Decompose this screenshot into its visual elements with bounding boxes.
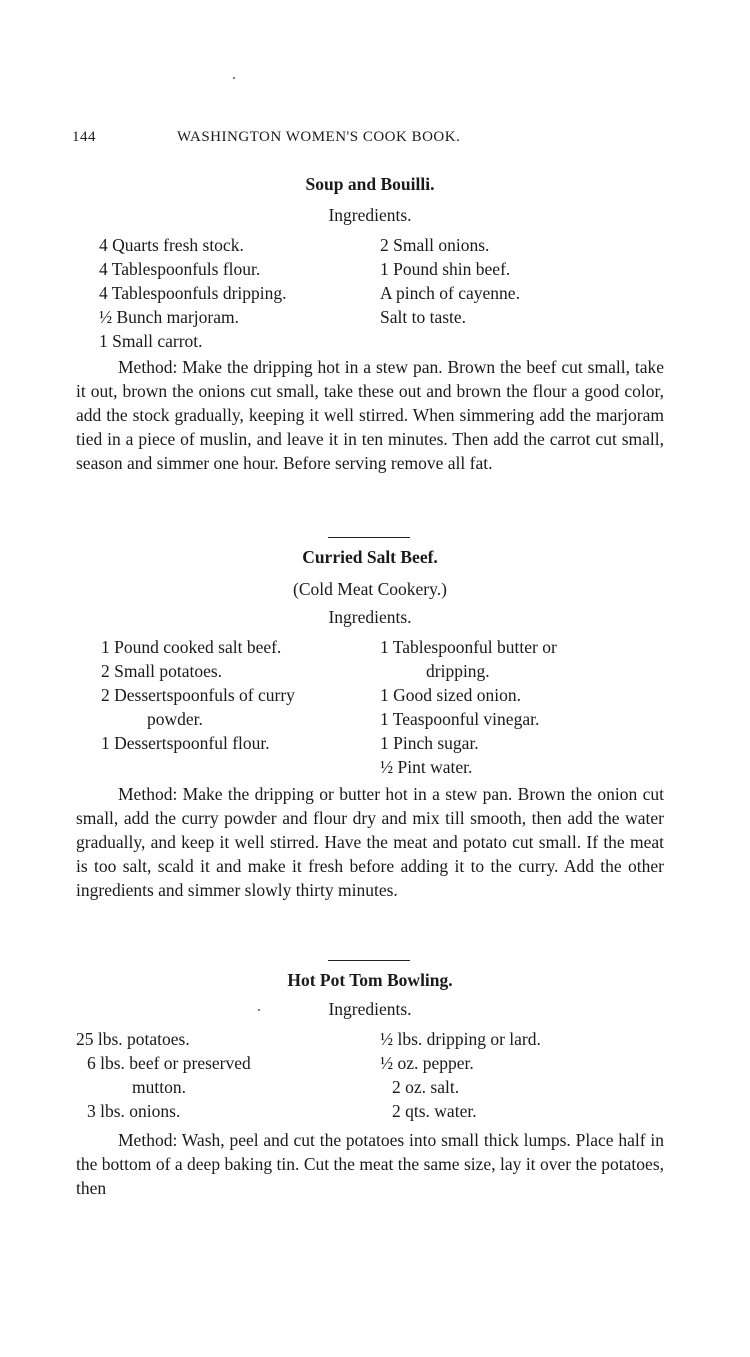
ingredient: 1 Dessertspoonful flour. <box>101 733 270 753</box>
ingredient: 1 Teaspoonful vinegar. <box>380 709 540 729</box>
ingredient: 4 Quarts fresh stock. <box>99 235 244 255</box>
ingredient: 2 qts. water. <box>392 1101 477 1121</box>
method-text: Method: Make the dripping or butter hot in a stew pan. Brown the onion cut small, add the curry powder and flour dry and mix till smooth, then add the water gradually, and keep it well stirred. Have the meat and potato cut small. If the meat is too salt, scald it and make it fresh before adding it to the curry. Add the other ingredients and simmer slowly thirty minutes. <box>76 784 664 900</box>
ingredient: 1 Pinch sugar. <box>380 733 479 753</box>
ingredient: 4 Tablespoonfuls flour. <box>99 259 261 279</box>
ingredient: 2 Dessertspoonfuls of curry <box>101 685 295 705</box>
ingredients-label: Ingredients. <box>328 205 412 225</box>
ingredient-continuation: mutton. <box>132 1077 186 1097</box>
ingredients-left <box>99 233 287 353</box>
running-title: WASHINGTON WOMEN'S COOK BOOK. <box>177 129 461 145</box>
recipe-subtitle: (Cold Meat Cookery.) <box>293 579 447 599</box>
ingredient: 2 Small potatoes. <box>101 661 223 681</box>
ingredient-continuation: powder. <box>147 709 203 729</box>
ingredients-label: Ingredients. <box>328 607 412 627</box>
speck <box>233 77 235 79</box>
page-number: 144 <box>72 129 96 145</box>
ingredient: 6 lbs. beef or preserved <box>87 1053 251 1073</box>
method-paragraph <box>76 1128 664 1200</box>
section-divider <box>328 960 410 961</box>
recipe-title: Curried Salt Beef. <box>302 547 438 567</box>
ingredients-label: Ingredients. <box>328 999 412 1019</box>
ingredient: 1 Pound shin beef. <box>380 259 511 279</box>
recipe-title: Soup and Bouilli. <box>305 174 435 194</box>
ingredient: 1 Small carrot. <box>99 331 203 351</box>
ingredient: 2 Small onions. <box>380 235 490 255</box>
method-text: Method: Wash, peel and cut the potatoes into small thick lumps. Place half in the bottom of a deep baking tin. Cut the meat the same size, lay it over the potatoes, then <box>76 1130 664 1198</box>
ingredient: 1 Tablespoonful butter or <box>380 637 557 657</box>
recipe-title: Hot Pot Tom Bowling. <box>287 970 453 990</box>
ingredient: 1 Good sized onion. <box>380 685 521 705</box>
ingredient-continuation: dripping. <box>426 661 490 681</box>
ingredient: 3 lbs. onions. <box>87 1101 181 1121</box>
method-paragraph <box>76 355 664 475</box>
ingredient: Salt to taste. <box>380 307 467 327</box>
ingredient: A pinch of cayenne. <box>380 283 520 303</box>
ingredients-right <box>380 233 520 329</box>
ingredient: 1 Pound cooked salt beef. <box>101 637 282 657</box>
ingredients-left <box>76 1027 361 1123</box>
ingredient: 25 lbs. potatoes. <box>76 1029 190 1049</box>
ingredients-left <box>101 635 361 755</box>
section-divider <box>328 537 410 538</box>
ingredient: ½ Pint water. <box>380 757 473 777</box>
ingredient: 4 Tablespoonfuls dripping. <box>99 283 287 303</box>
method-paragraph <box>76 782 664 902</box>
ingredients-right <box>380 635 557 779</box>
ingredient: 2 oz. salt. <box>392 1077 460 1097</box>
method-text: Method: Make the dripping hot in a stew pan. Brown the beef cut small, take it out, brown the onions cut small, take these out and brown the flour a good color, add the stock gradually, keeping it well stirred. When simmering add the marjoram tied in a piece of muslin, and leave it in ten minutes. Then add the carrot cut small, season and simmer one hour. Before serving remove all fat. <box>76 357 664 473</box>
ingredient: ½ oz. pepper. <box>380 1053 474 1073</box>
ingredient: ½ Bunch marjoram. <box>99 307 239 327</box>
ingredient: ½ lbs. dripping or lard. <box>380 1029 541 1049</box>
ingredients-right <box>380 1027 541 1123</box>
